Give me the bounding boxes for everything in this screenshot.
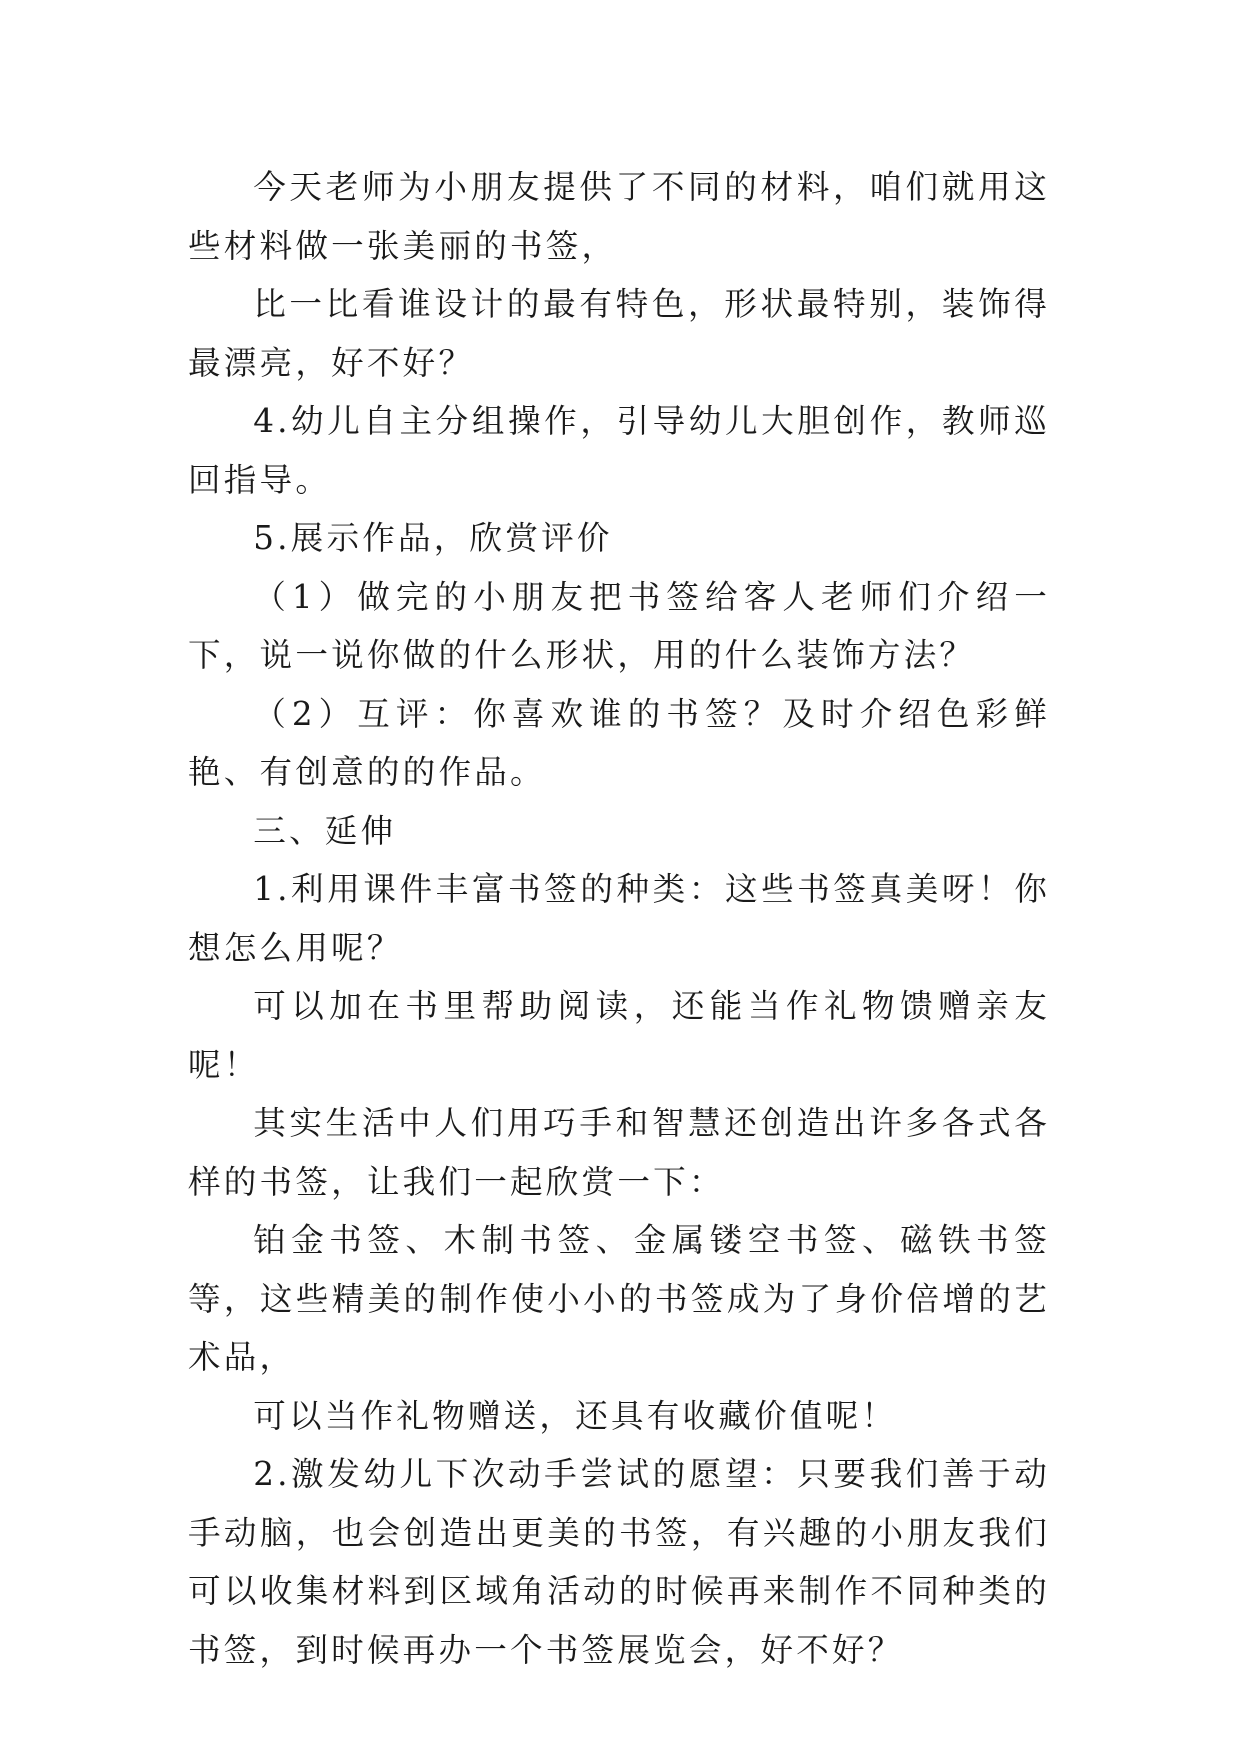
paragraph-11: 铂金书签、木制书签、金属镂空书签、磁铁书签等，这些精美的制作使小小的书签成为了身价倍增的艺术品，	[188, 1221, 1050, 1376]
paragraph-12: 可以当作礼物赠送，还具有收藏价值呢！	[253, 1396, 898, 1435]
paragraph-3: 4.幼儿自主分组操作，引导幼儿大胆创作，教师巡回指导。	[188, 402, 1050, 499]
section-heading-extension: 三、延伸	[253, 811, 397, 850]
paragraph-8: 1.利用课件丰富书签的种类：这些书签真美呀！你想怎么用呢？	[188, 870, 1050, 967]
paragraph-9: 可以加在书里帮助阅读，还能当作礼物馈赠亲友呢！	[188, 987, 1050, 1084]
paragraph-4: 5.展示作品，欣赏评价	[253, 519, 613, 557]
paragraph-2: 比一比看谁设计的最有特色，形状最特别，装饰得最漂亮，好不好？	[188, 285, 1050, 382]
paragraph-10: 其实生活中人们用巧手和智慧还创造出许多各式各样的书签，让我们一起欣赏一下：	[188, 1104, 1050, 1201]
paragraph-5: （1）做完的小朋友把书签给客人老师们介绍一下，说一说你做的什么形状，用的什么装饰方法？	[188, 577, 1050, 674]
paragraph-13: 2.激发幼儿下次动手尝试的愿望：只要我们善于动手动脑，也会创造出更美的书签，有兴趣的小朋友我们可以收集材料到区域角活动的时候再来制作不同种类的书签，到时候再办一个书签展览会，好不好？	[188, 1455, 1050, 1669]
paragraph-1: 今天老师为小朋友提供了不同的材料，咱们就用这些材料做一张美丽的书签，	[188, 168, 1050, 265]
paragraph-6: （2）互评：你喜欢谁的书签？及时介绍色彩鲜艳、有创意的的作品。	[188, 694, 1050, 791]
document-body	[188, 158, 1050, 1679]
